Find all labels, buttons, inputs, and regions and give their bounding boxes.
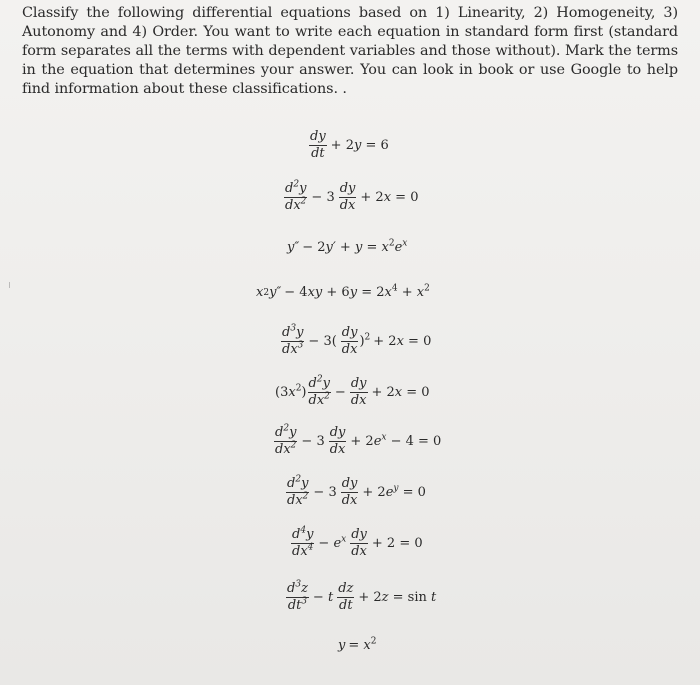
equation-2: $\frac{d^2y}{dx^2}$ − 3 $\frac{dy}{dx}$ + 2x = 0: [285, 179, 419, 213]
instructions-paragraph: Classify the following differential equations based on 1) Linearity, 2) Homogeneity, 3) Autonomy and 4) Order. You want to write each equation in standard form first (standard form separates all the terms with dependent variables and those without). Mark the terms in the equation that determines your answer. You can look in book or use Google to help find information about these classifications. .: [22, 5, 678, 97]
equation-3: y″ − $2y' + y = x^2e^x$: [287, 238, 408, 255]
equation-8: $\frac{d^2y}{dx^2}$ − 3 $\frac{dy}{dx}$ + $2e^y = 0$: [287, 474, 426, 508]
equation-7: $\frac{d^2y}{dx^2}$ − 3 $\frac{dy}{dx}$ + $2e^x - 4 = 0$: [275, 423, 442, 457]
equation-4: x 2 y″ − $4xy + 6y = 2x^4 + x^2$: [256, 283, 430, 300]
pencil-mark: [9, 282, 13, 288]
equation-10: $\frac{d^3z}{dt^3}$ − t $\frac{dz}{dt}$ + 2z = sin t: [287, 579, 437, 613]
equation-11: y = $x^2$: [338, 636, 377, 653]
equation-5: $\frac{d^3y}{dx^3}$ − 3( $\frac{dy}{dx}$ )$^2$ + 2x = 0: [282, 323, 432, 357]
equation-1: $\frac{dy}{dt}$ + 2y = 6: [310, 129, 389, 161]
equation-6: $(3x^2)$ $\frac{d^2y}{dx^2}$ − $\frac{dy}{dx}$ + 2x = 0: [275, 374, 430, 408]
equation-9: $\frac{d^4y}{dx^4}$ − $e^x$ $\frac{dy}{dx}$ + 2 = 0: [292, 525, 423, 559]
